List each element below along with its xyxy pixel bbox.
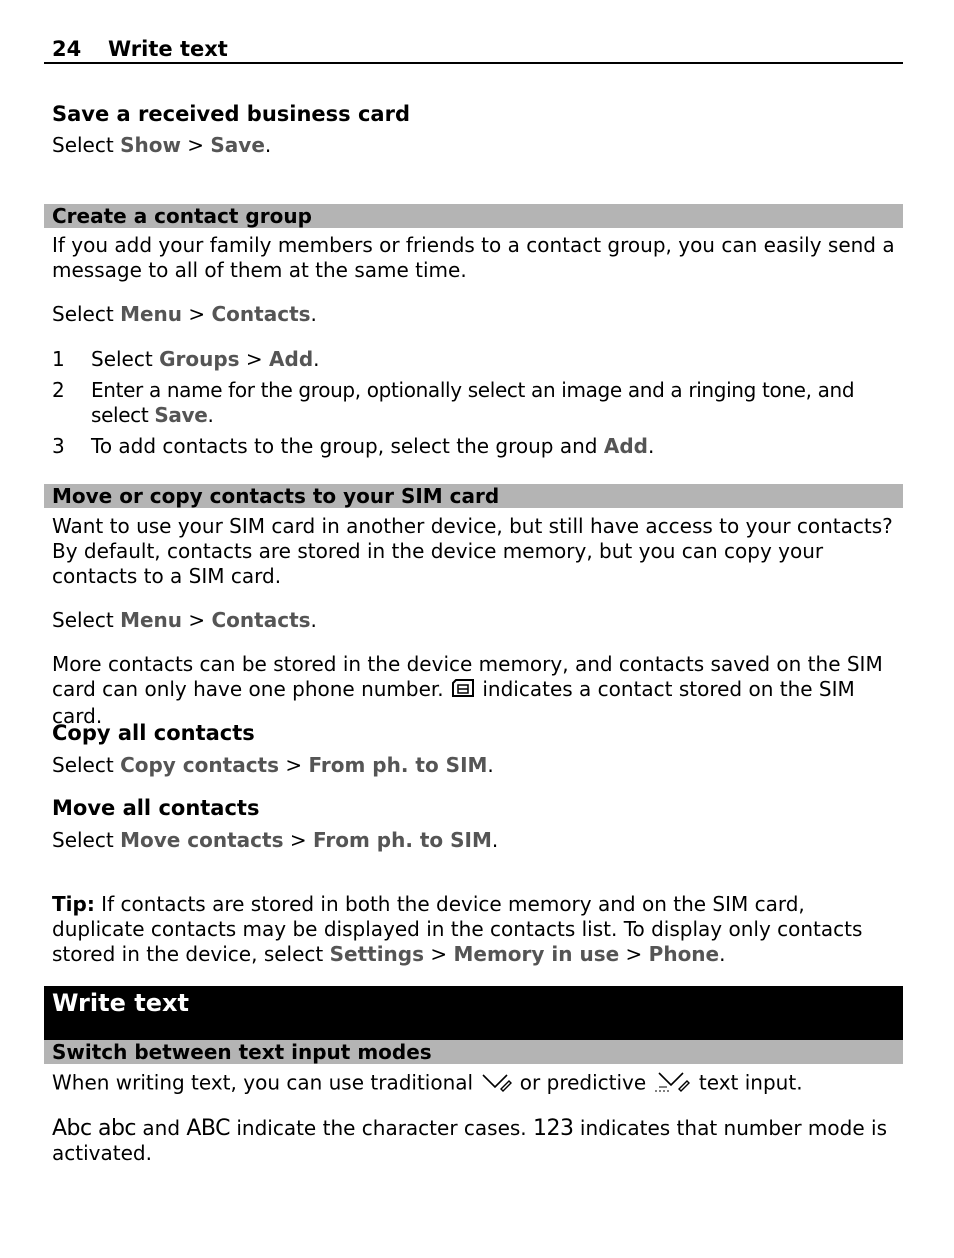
page-number: 24 (52, 37, 82, 61)
case-modes-text: Abc abc and ABC indicate the character cases. 123 indicates that number mode is activated. (52, 1116, 887, 1165)
input-modes-text: When writing text, you can use traditional or predictive text input. (52, 1069, 902, 1099)
write-text-bar: Write text (44, 986, 903, 1040)
tip-paragraph: Tip: If contacts are stored in both the device memory and on the SIM card, duplicate contacts may be displayed in the contacts list. To display only contacts stored in the device, select Settings > Memory in use > Phone. (52, 892, 863, 966)
contact-group-bar: Create a contact group (44, 204, 903, 228)
header-title: Write text (108, 37, 228, 61)
sim-card-icon (450, 678, 476, 704)
sim-select: Select Menu > Contacts. (52, 608, 317, 632)
move-instruction: Select Move contacts > From ph. to SIM. (52, 828, 499, 852)
page-header (44, 36, 903, 64)
traditional-input-icon (479, 1069, 513, 1099)
sim-bar: Move or copy contacts to your SIM card (44, 484, 903, 508)
case-abc-lower: abc (97, 1116, 137, 1141)
switch-modes-bar: Switch between text input modes (44, 1040, 903, 1064)
case-abc-title: Abc (52, 1116, 92, 1141)
predictive-input-icon (653, 1069, 693, 1099)
sim-intro: Want to use your SIM card in another device, but still have access to your contacts? By default, contacts are stored in the device memory, but you can copy your contacts to a SIM card. (52, 514, 893, 588)
move-heading: Move all contacts (52, 796, 260, 820)
contact-group-select: Select Menu > Contacts. (52, 302, 317, 326)
save-card-instruction: Select Show > Save. (52, 133, 272, 157)
number-mode: 123 (533, 1116, 574, 1141)
save-card-heading: Save a received business card (52, 102, 410, 126)
sim-more-info: More contacts can be stored in the device memory, and contacts saved on the SIM card can only have one phone number. indicates a contact stored on the SIM card. (52, 652, 883, 728)
copy-heading: Copy all contacts (52, 721, 255, 745)
contact-group-intro: If you add your family members or friends to a contact group, you can easily send a message to all of them at the same time. (52, 233, 895, 282)
copy-instruction: Select Copy contacts > From ph. to SIM. (52, 753, 494, 777)
case-abc-upper: ABC (186, 1116, 230, 1141)
